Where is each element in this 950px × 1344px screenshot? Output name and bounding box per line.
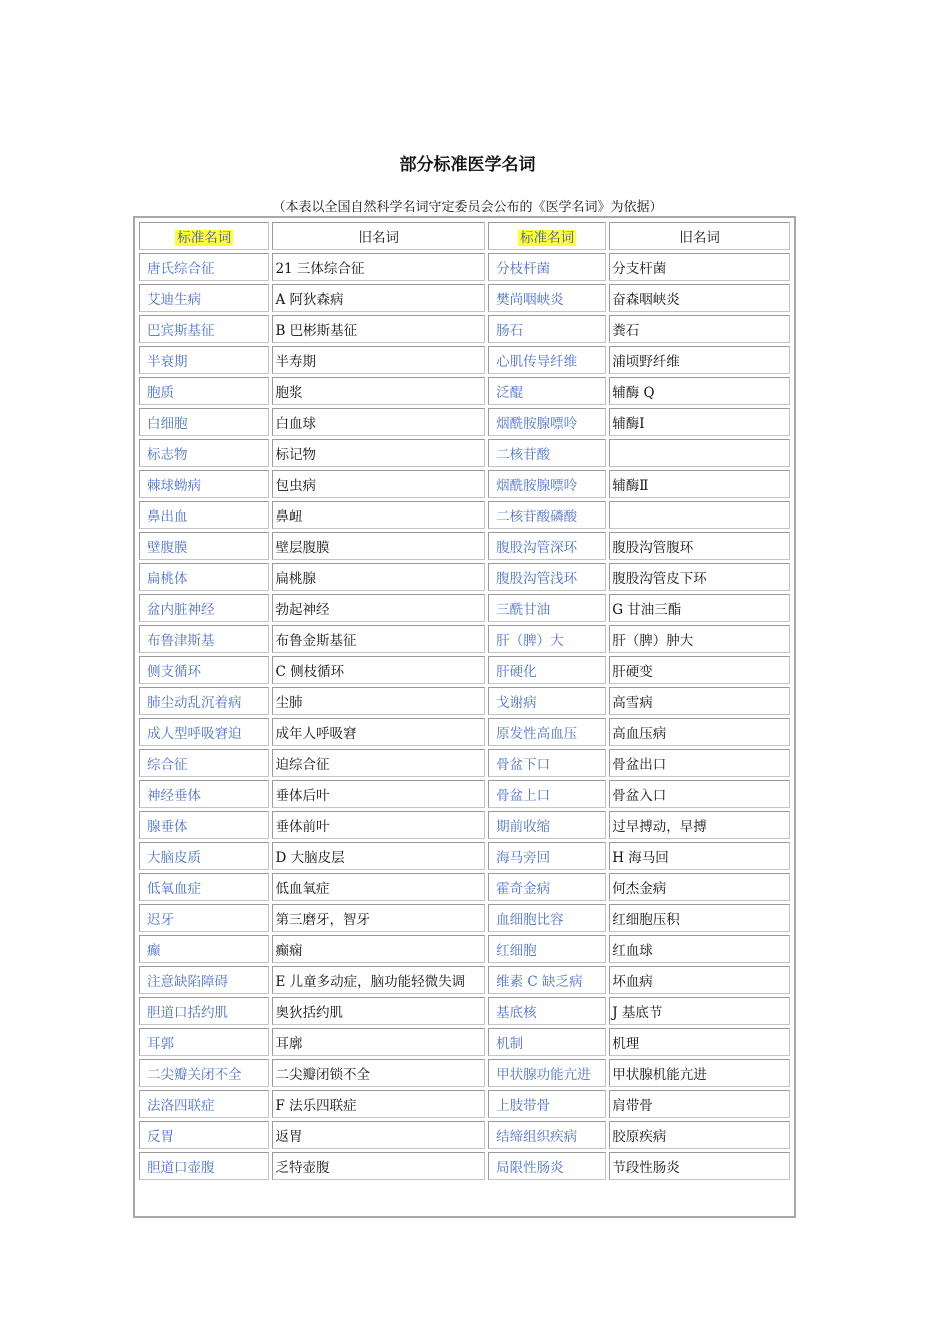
table-body: [139, 253, 790, 1180]
terms-table-frame: [133, 216, 796, 1218]
table-row: [139, 811, 790, 839]
table-row: [139, 1121, 790, 1149]
table-row: [139, 718, 790, 746]
old-term-left: 21 三体综合征: [272, 253, 485, 281]
standard-term-left: 胞质: [139, 377, 269, 405]
standard-term-left: 扁桃体: [139, 563, 269, 591]
standard-term-left: 胆道口壶腹: [139, 1152, 269, 1180]
table-row: [139, 377, 790, 405]
old-term-right: 奋森咽峡炎: [609, 284, 790, 312]
old-term-left: 白血球: [272, 408, 485, 436]
header-standard-1: 标准名词: [139, 222, 269, 250]
old-term-left: 垂体前叶: [272, 811, 485, 839]
standard-term-right: 结缔组织疾病: [488, 1121, 606, 1149]
standard-term-right: 骨盆下口: [488, 749, 606, 777]
standard-term-right: 血细胞比容: [488, 904, 606, 932]
standard-term-left: 注意缺陷障碍: [139, 966, 269, 994]
standard-term-left: 壁腹膜: [139, 532, 269, 560]
old-term-right: 辅酶Ⅱ: [609, 470, 790, 498]
standard-term-right: 红细胞: [488, 935, 606, 963]
standard-term-right: 烟酰胺腺嘌呤: [488, 470, 606, 498]
table-header-row: [139, 222, 790, 250]
old-term-left: 鼻衄: [272, 501, 485, 529]
old-term-right: H 海马回: [609, 842, 790, 870]
old-term-left: F 法乐四联症: [272, 1090, 485, 1118]
table-row: [139, 842, 790, 870]
table-row: [139, 1152, 790, 1180]
old-term-right: 分支杆菌: [609, 253, 790, 281]
standard-term-left: 大脑皮质: [139, 842, 269, 870]
standard-term-left: 腺垂体: [139, 811, 269, 839]
old-term-left: 二尖瓣闭锁不全: [272, 1059, 485, 1087]
old-term-left: 低血氧症: [272, 873, 485, 901]
standard-term-right: 原发性高血压: [488, 718, 606, 746]
standard-term-right: 基底核: [488, 997, 606, 1025]
table-row: [139, 346, 790, 374]
table-row: [139, 687, 790, 715]
table-row: [139, 501, 790, 529]
table-row: [139, 997, 790, 1025]
standard-term-left: 低氧血症: [139, 873, 269, 901]
old-term-left: 布鲁金斯基征: [272, 625, 485, 653]
old-term-left: 尘肺: [272, 687, 485, 715]
page-subtitle: （本表以全国自然科学名词守定委员会公布的《医学名词》为依据）: [272, 200, 663, 215]
old-term-left: 壁层腹膜: [272, 532, 485, 560]
standard-term-left: 布鲁津斯基: [139, 625, 269, 653]
old-term-left: A 阿狄森病: [272, 284, 485, 312]
old-term-left: C 侧枝循环: [272, 656, 485, 684]
header-old-1: 旧名词: [272, 222, 485, 250]
old-term-right: 骨盆入口: [609, 780, 790, 808]
standard-term-right: 骨盆上口: [488, 780, 606, 808]
standard-term-left: 耳郭: [139, 1028, 269, 1056]
standard-term-right: 机制: [488, 1028, 606, 1056]
old-term-left: 奥狄括约肌: [272, 997, 485, 1025]
standard-term-right: 霍奇金病: [488, 873, 606, 901]
standard-term-left: 标志物: [139, 439, 269, 467]
standard-term-right: 甲状腺功能亢进: [488, 1059, 606, 1087]
old-term-right: 胶原疾病: [609, 1121, 790, 1149]
standard-term-left: 肺尘动乱沉着病: [139, 687, 269, 715]
standard-term-left: 胆道口括约肌: [139, 997, 269, 1025]
old-term-right: 红血球: [609, 935, 790, 963]
standard-term-left: 白细胞: [139, 408, 269, 436]
standard-term-right: 上肢带骨: [488, 1090, 606, 1118]
terms-table: [136, 219, 793, 1183]
standard-term-left: 迟牙: [139, 904, 269, 932]
old-term-right: 肩带骨: [609, 1090, 790, 1118]
old-term-right: 何杰金病: [609, 873, 790, 901]
standard-term-right: 局限性肠炎: [488, 1152, 606, 1180]
standard-term-left: 二尖瓣关闭不全: [139, 1059, 269, 1087]
old-term-right: 辅酶 Q: [609, 377, 790, 405]
standard-term-right: 海马旁回: [488, 842, 606, 870]
standard-term-left: 综合征: [139, 749, 269, 777]
table-row: [139, 966, 790, 994]
table-row: [139, 1028, 790, 1056]
old-term-right: 腹股沟管腹环: [609, 532, 790, 560]
table-row: [139, 439, 790, 467]
table-row: [139, 749, 790, 777]
old-term-right: 高血压病: [609, 718, 790, 746]
old-term-right: [609, 439, 790, 467]
table-row: [139, 1090, 790, 1118]
old-term-left: 第三磨牙，智牙: [272, 904, 485, 932]
old-term-right: G 甘油三酯: [609, 594, 790, 622]
table-row: [139, 873, 790, 901]
table-row: [139, 470, 790, 498]
old-term-left: 半寿期: [272, 346, 485, 374]
old-term-left: 包虫病: [272, 470, 485, 498]
standard-term-left: 盆内脏神经: [139, 594, 269, 622]
standard-term-left: 癫: [139, 935, 269, 963]
old-term-left: 耳廓: [272, 1028, 485, 1056]
old-term-right: 辅酶Ⅰ: [609, 408, 790, 436]
table-row: [139, 935, 790, 963]
old-term-left: E 儿童多动症，脑功能轻微失调: [272, 966, 485, 994]
table-row: [139, 315, 790, 343]
standard-term-right: 三酰甘油: [488, 594, 606, 622]
table-row: [139, 284, 790, 312]
standard-term-right: 期前收缩: [488, 811, 606, 839]
standard-term-right: 维素 C 缺乏病: [488, 966, 606, 994]
standard-term-left: 法洛四联症: [139, 1090, 269, 1118]
page-title: 部分标准医学名词: [399, 155, 536, 175]
standard-term-right: 泛醌: [488, 377, 606, 405]
old-term-left: 扁桃腺: [272, 563, 485, 591]
standard-term-right: 二核苷酸: [488, 439, 606, 467]
table-row: [139, 253, 790, 281]
old-term-left: D 大脑皮层: [272, 842, 485, 870]
table-row: [139, 656, 790, 684]
old-term-right: 过早搏动，早搏: [609, 811, 790, 839]
old-term-left: 标记物: [272, 439, 485, 467]
standard-term-right: 戈谢病: [488, 687, 606, 715]
old-term-left: 胞浆: [272, 377, 485, 405]
table-row: [139, 532, 790, 560]
old-term-right: 节段性肠炎: [609, 1152, 790, 1180]
old-term-left: 迫综合征: [272, 749, 485, 777]
standard-term-left: 神经垂体: [139, 780, 269, 808]
standard-term-right: 腹股沟管浅环: [488, 563, 606, 591]
header-standard-2: 标准名词: [488, 222, 606, 250]
standard-term-left: 侧支循环: [139, 656, 269, 684]
old-term-left: 癫痫: [272, 935, 485, 963]
old-term-right: 机理: [609, 1028, 790, 1056]
old-term-left: 成年人呼吸窘: [272, 718, 485, 746]
standard-term-left: 巴宾斯基征: [139, 315, 269, 343]
table-row: [139, 1059, 790, 1087]
table-row: [139, 563, 790, 591]
standard-term-right: 分枝杆菌: [488, 253, 606, 281]
standard-term-right: 樊尚咽峡炎: [488, 284, 606, 312]
old-term-right: [609, 501, 790, 529]
old-term-right: 骨盆出口: [609, 749, 790, 777]
table-row: [139, 780, 790, 808]
standard-term-left: 鼻出血: [139, 501, 269, 529]
standard-term-right: 心肌传导纤维: [488, 346, 606, 374]
standard-term-right: 腹股沟管深环: [488, 532, 606, 560]
standard-term-right: 二核苷酸磷酸: [488, 501, 606, 529]
standard-term-right: 肝（脾）大: [488, 625, 606, 653]
old-term-left: B 巴彬斯基征: [272, 315, 485, 343]
old-term-right: 粪石: [609, 315, 790, 343]
old-term-right: 肝（脾）肿大: [609, 625, 790, 653]
old-term-right: 坏血病: [609, 966, 790, 994]
header-old-2: 旧名词: [609, 222, 790, 250]
table-row: [139, 904, 790, 932]
old-term-left: 乏特壶腹: [272, 1152, 485, 1180]
old-term-left: 返胃: [272, 1121, 485, 1149]
standard-term-right: 烟酰胺腺嘌呤: [488, 408, 606, 436]
standard-term-left: 成人型呼吸窘迫: [139, 718, 269, 746]
old-term-left: 勃起神经: [272, 594, 485, 622]
table-row: [139, 408, 790, 436]
old-term-right: 肝硬变: [609, 656, 790, 684]
table-row: [139, 594, 790, 622]
standard-term-left: 反胃: [139, 1121, 269, 1149]
old-term-right: 高雪病: [609, 687, 790, 715]
old-term-left: 垂体后叶: [272, 780, 485, 808]
standard-term-left: 唐氏综合征: [139, 253, 269, 281]
old-term-right: 甲状腺机能亢进: [609, 1059, 790, 1087]
old-term-right: 腹股沟管皮下环: [609, 563, 790, 591]
old-term-right: 浦顷野纤维: [609, 346, 790, 374]
old-term-right: J 基底节: [609, 997, 790, 1025]
old-term-right: 红细胞压积: [609, 904, 790, 932]
standard-term-left: 艾迪生病: [139, 284, 269, 312]
standard-term-left: 棘球蚴病: [139, 470, 269, 498]
table-row: [139, 625, 790, 653]
standard-term-right: 肠石: [488, 315, 606, 343]
standard-term-right: 肝硬化: [488, 656, 606, 684]
standard-term-left: 半衰期: [139, 346, 269, 374]
